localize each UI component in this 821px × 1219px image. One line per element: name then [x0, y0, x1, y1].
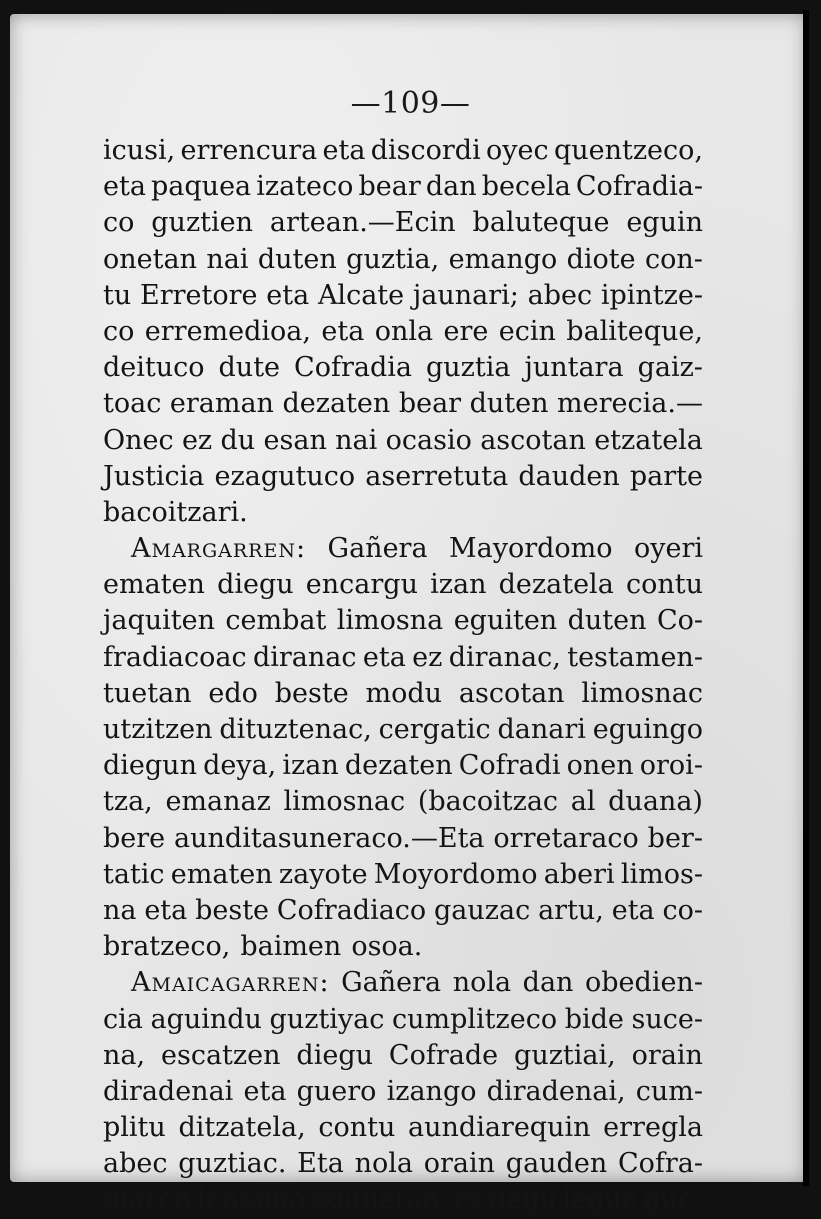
word: co	[103, 315, 135, 347]
word: aguindu	[150, 1003, 262, 1035]
word: eta	[611, 894, 655, 926]
word: discordi	[370, 135, 481, 166]
word: Alcate	[317, 279, 405, 311]
word: eta	[322, 135, 366, 166]
word: juntara	[524, 352, 624, 384]
word: co	[103, 207, 135, 239]
word: emango	[448, 243, 558, 275]
section-heading-word: Amargarren:	[131, 533, 307, 565]
word: jaquiten	[103, 605, 215, 637]
word: ber-	[647, 822, 703, 854]
word: baluteque	[472, 207, 610, 239]
page-edge-shadow	[803, 10, 809, 1186]
word: cia	[103, 1003, 143, 1035]
word: tuetan	[103, 677, 192, 709]
word: dauden	[518, 460, 620, 492]
word: gauzac	[434, 894, 531, 926]
word: bide	[564, 1003, 624, 1035]
word: ecin	[498, 315, 556, 347]
word: etzatela	[594, 424, 703, 456]
word: baimen	[240, 931, 342, 963]
word: ocasio	[385, 424, 472, 456]
word: izan	[282, 750, 339, 782]
word: Mayordomo	[448, 533, 613, 565]
word: guztien	[151, 207, 254, 239]
word: aberi	[543, 858, 615, 890]
text-line	[103, 1110, 703, 1146]
word: diaren	[103, 1184, 192, 1216]
word: gue-	[643, 1184, 703, 1216]
word: diote	[566, 243, 636, 275]
word: Cofradi	[458, 750, 561, 782]
word: eta	[243, 1075, 287, 1107]
text-line	[103, 784, 703, 820]
word: al	[570, 786, 596, 818]
word: onen	[566, 750, 634, 782]
word: zayote	[278, 858, 368, 890]
word: orain	[631, 1039, 703, 1071]
word: guztiyac	[269, 1003, 385, 1035]
word: izango	[386, 1075, 477, 1107]
text-line	[103, 350, 703, 386]
word: ematen	[170, 858, 273, 890]
word: eta	[362, 641, 406, 673]
word: deya,	[203, 750, 277, 782]
word: Cofradiaco	[276, 894, 427, 926]
word: diegu	[217, 569, 294, 601]
word: Cofra-	[617, 1148, 703, 1180]
word: aunditasuneraco.—Eta	[174, 822, 485, 854]
word: con-	[645, 243, 703, 275]
word: duten	[469, 388, 549, 420]
word: dan	[425, 171, 477, 203]
word: oroi-	[639, 750, 703, 782]
word: nai	[335, 424, 378, 456]
word: Eta	[297, 1148, 344, 1180]
word: artu,	[538, 894, 604, 926]
word: izateco	[256, 171, 354, 203]
word: guero	[296, 1075, 377, 1107]
word: ascotan	[480, 424, 586, 456]
text-line	[103, 676, 703, 712]
section-heading-word: Amaicagarren:	[131, 967, 330, 999]
word: eta	[103, 171, 146, 203]
word: erregla	[603, 1112, 703, 1144]
word: Erretore	[140, 279, 258, 311]
text-line	[103, 133, 703, 169]
word: esan	[263, 424, 327, 456]
word: beste	[195, 894, 270, 926]
word: diegu	[296, 1039, 373, 1071]
word: diegun	[103, 750, 197, 782]
word: Cofradia-	[575, 171, 703, 203]
text-line	[103, 965, 703, 1001]
text-line	[103, 748, 703, 784]
word: baliteque,	[566, 315, 703, 347]
word: na,	[103, 1039, 146, 1071]
text-line	[103, 712, 703, 748]
word: modu	[365, 677, 443, 709]
text-line	[103, 205, 703, 241]
word: Justicia	[103, 460, 205, 492]
word: Gañera	[341, 967, 442, 999]
word: edo	[208, 677, 258, 709]
text-line	[103, 640, 703, 676]
word: onla	[374, 315, 434, 347]
word: eguingo	[592, 714, 703, 745]
word: dezaten	[282, 388, 391, 420]
text-line	[103, 242, 703, 278]
word: Co-	[656, 605, 703, 637]
word: aserretuta	[365, 460, 509, 492]
word: tu	[103, 279, 132, 311]
word: nola	[354, 1148, 413, 1180]
word: nola	[452, 967, 512, 999]
word: escatzen	[161, 1039, 281, 1071]
word: merecia.—	[557, 388, 703, 420]
word: parte	[629, 460, 703, 492]
word: bratzeco,	[103, 931, 231, 963]
word: dezaten	[344, 750, 453, 782]
word: bear	[358, 171, 421, 203]
word: bere	[103, 822, 166, 854]
word: orain	[423, 1148, 496, 1180]
text-line	[103, 929, 703, 965]
text-line	[103, 386, 703, 422]
word: guztia	[425, 352, 511, 384]
word: plitu	[103, 1112, 166, 1144]
word: paquea	[151, 171, 252, 203]
word: eraman	[169, 388, 274, 420]
word: encargu	[305, 569, 418, 601]
text-line	[103, 314, 703, 350]
word: testamen-	[567, 641, 703, 673]
word: gauden	[505, 1148, 608, 1180]
word: eta	[321, 315, 365, 347]
word: du	[220, 424, 256, 456]
word: contu	[318, 1112, 396, 1144]
word: guztia,	[346, 243, 440, 275]
word: ipintze-	[600, 279, 703, 311]
word: limosnac	[581, 677, 703, 709]
word: limosnac	[283, 786, 406, 818]
word: diranac,	[448, 641, 561, 673]
word: icusi,	[103, 135, 176, 166]
word: utzitzen	[103, 714, 213, 745]
word: dan	[522, 967, 574, 999]
word: ematen	[103, 569, 205, 601]
word: bacoitzari.	[103, 496, 248, 528]
word: izan	[430, 569, 487, 601]
text-line	[103, 495, 703, 531]
word: dute	[218, 352, 281, 384]
word: nai	[206, 243, 249, 275]
word: duana)	[608, 786, 703, 818]
word: Cofrade	[388, 1039, 499, 1071]
word: oyec	[486, 135, 549, 166]
word: Gañera	[327, 533, 428, 565]
word: egunetan,	[311, 1184, 449, 1216]
word: osoa.	[351, 931, 423, 963]
word: deituco	[103, 352, 205, 384]
word: (bacoitzac	[417, 786, 559, 818]
word: errencura	[180, 135, 318, 166]
word: degu	[489, 1184, 558, 1216]
word: oyeri	[633, 533, 703, 565]
word: bear	[398, 388, 462, 420]
body-text	[103, 133, 703, 1219]
text-line	[103, 531, 703, 567]
word: erremedioa,	[144, 315, 311, 347]
word: na	[103, 894, 137, 926]
text-line	[103, 567, 703, 603]
text-line	[103, 1038, 703, 1074]
word: eta	[144, 894, 188, 926]
word: duten	[257, 243, 337, 275]
word: ascotan	[458, 677, 565, 709]
word: limosna	[336, 605, 444, 637]
word: lenengo	[196, 1184, 306, 1216]
word: eta	[266, 279, 310, 311]
word: co-	[662, 894, 703, 926]
word: quentzeco,	[553, 135, 703, 166]
word: guztiac.	[178, 1148, 287, 1180]
word: ez	[453, 1184, 484, 1216]
word: beste	[274, 677, 349, 709]
word: dezatela	[498, 569, 614, 601]
word: abec	[103, 1148, 168, 1180]
word: diradenai	[103, 1075, 234, 1107]
word: ez	[412, 641, 443, 673]
word: limos-	[620, 858, 703, 890]
word: Cofradia	[294, 352, 412, 384]
text-line	[103, 1074, 703, 1110]
word: dituztenac,	[219, 714, 372, 745]
word: cumplitzeco	[392, 1003, 558, 1035]
text-line	[103, 1146, 703, 1182]
text-line	[103, 893, 703, 929]
word: ez	[181, 424, 213, 456]
word: diranac	[252, 641, 357, 673]
word: ezagutuco	[214, 460, 356, 492]
word: Onec	[103, 424, 174, 456]
word: Moyordomo	[373, 858, 538, 890]
text-line	[103, 821, 703, 857]
word: guztiai,	[514, 1039, 616, 1071]
word: emanaz	[165, 786, 271, 818]
word: eguin	[626, 207, 703, 239]
word: contu	[625, 569, 703, 601]
page-number: —109—	[350, 86, 471, 121]
text-line	[103, 169, 703, 205]
text-line	[103, 1002, 703, 1038]
word: fradiacoac	[103, 641, 247, 673]
word: aundiarequin	[408, 1112, 591, 1144]
text-line	[103, 1182, 703, 1218]
word: cembat	[225, 605, 327, 637]
word: onetan	[103, 243, 197, 275]
word: diradenai,	[486, 1075, 626, 1107]
word: cergatic	[378, 714, 491, 745]
word: sucе-	[631, 1003, 703, 1035]
word: eguiten	[453, 605, 558, 637]
word: ditzatela,	[178, 1112, 306, 1144]
word: ere	[443, 315, 489, 347]
text-line	[103, 459, 703, 495]
text-line	[103, 603, 703, 639]
word: jaunari;	[412, 279, 519, 311]
word: toac	[103, 388, 162, 420]
word: duten	[567, 605, 647, 637]
text-line	[103, 857, 703, 893]
word: gaiz-	[637, 352, 703, 384]
word: orretaraco	[493, 822, 639, 854]
text-line	[103, 423, 703, 459]
word: abec	[527, 279, 593, 311]
word: becela	[481, 171, 571, 203]
word: danari	[497, 714, 586, 745]
word: artean.—Ecin	[269, 207, 456, 239]
word: tza,	[103, 786, 153, 818]
word: obedien-	[585, 967, 703, 999]
word: legue	[562, 1184, 638, 1216]
word: tatic	[103, 858, 165, 890]
word: cum-	[635, 1075, 703, 1107]
text-line	[103, 278, 703, 314]
